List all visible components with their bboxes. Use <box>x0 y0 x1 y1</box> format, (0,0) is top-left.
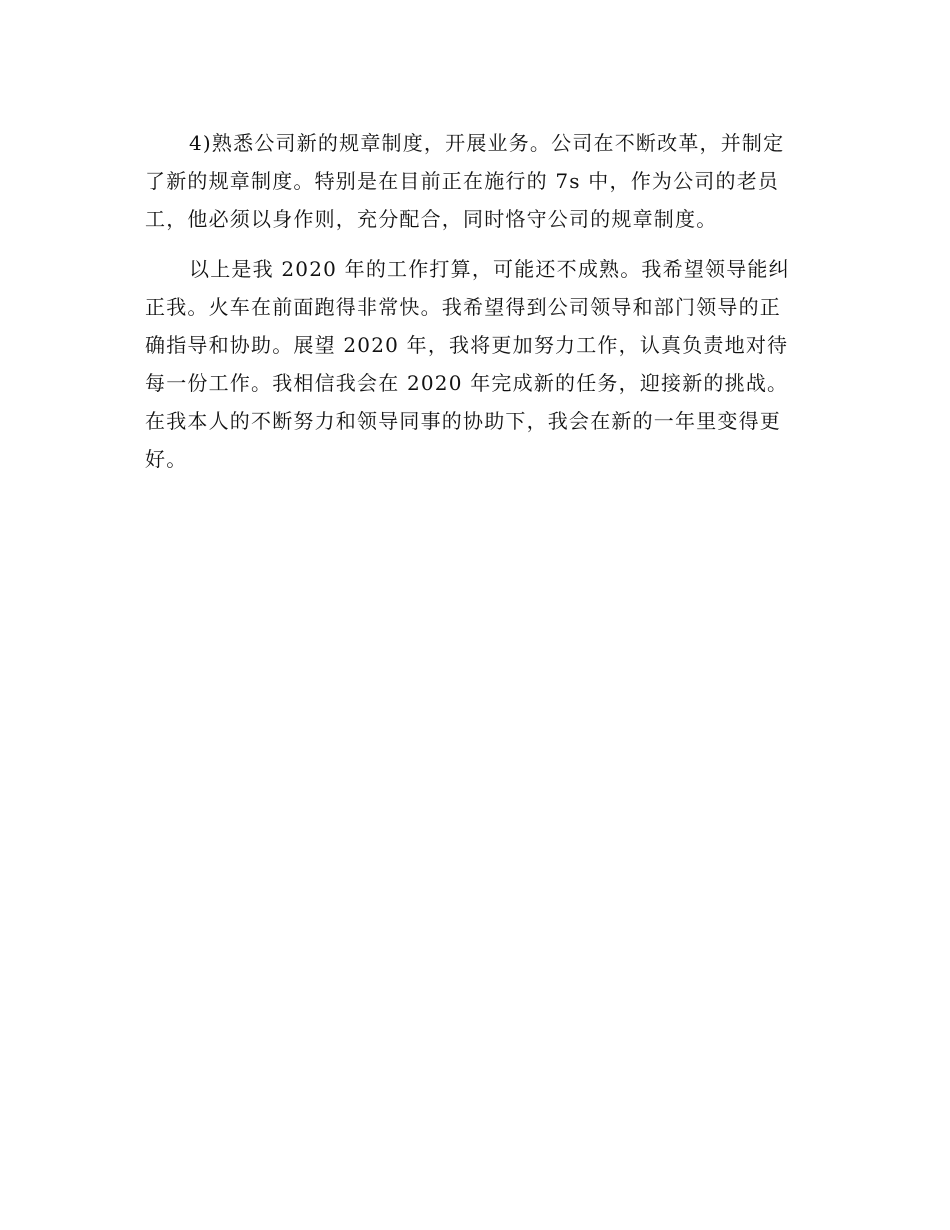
paragraph-line: 4)熟悉公司新的规章制度，开展业务。公司在不断改革，并制定 <box>189 131 785 155</box>
paragraph-line: 确指导和协助。展望 2020 年，我将更加努力工作，认真负责地对待 <box>145 333 789 357</box>
paragraph-line: 工，他必须以身作则，充分配合，同时恪守公司的规章制度。 <box>145 207 718 231</box>
paragraph-conclusion <box>145 250 807 478</box>
paragraph-line: 好。 <box>145 447 188 471</box>
paragraph-line: 了新的规章制度。特别是在目前正在施行的 7s 中，作为公司的老员 <box>145 169 780 193</box>
paragraph-line: 以上是我 2020 年的工作打算，可能还不成熟。我希望领导能纠 <box>189 257 790 281</box>
paragraph-workplan-rules <box>145 124 807 238</box>
paragraph-spacer <box>145 238 807 250</box>
document-body <box>145 124 807 478</box>
paragraph-line: 正我。火车在前面跑得非常快。我希望得到公司领导和部门领导的正 <box>145 295 781 319</box>
paragraph-line: 每一份工作。我相信我会在 2020 年完成新的任务，迎接新的挑战。 <box>145 371 789 395</box>
paragraph-line: 在我本人的不断努力和领导同事的协助下，我会在新的一年里变得更 <box>145 409 781 433</box>
